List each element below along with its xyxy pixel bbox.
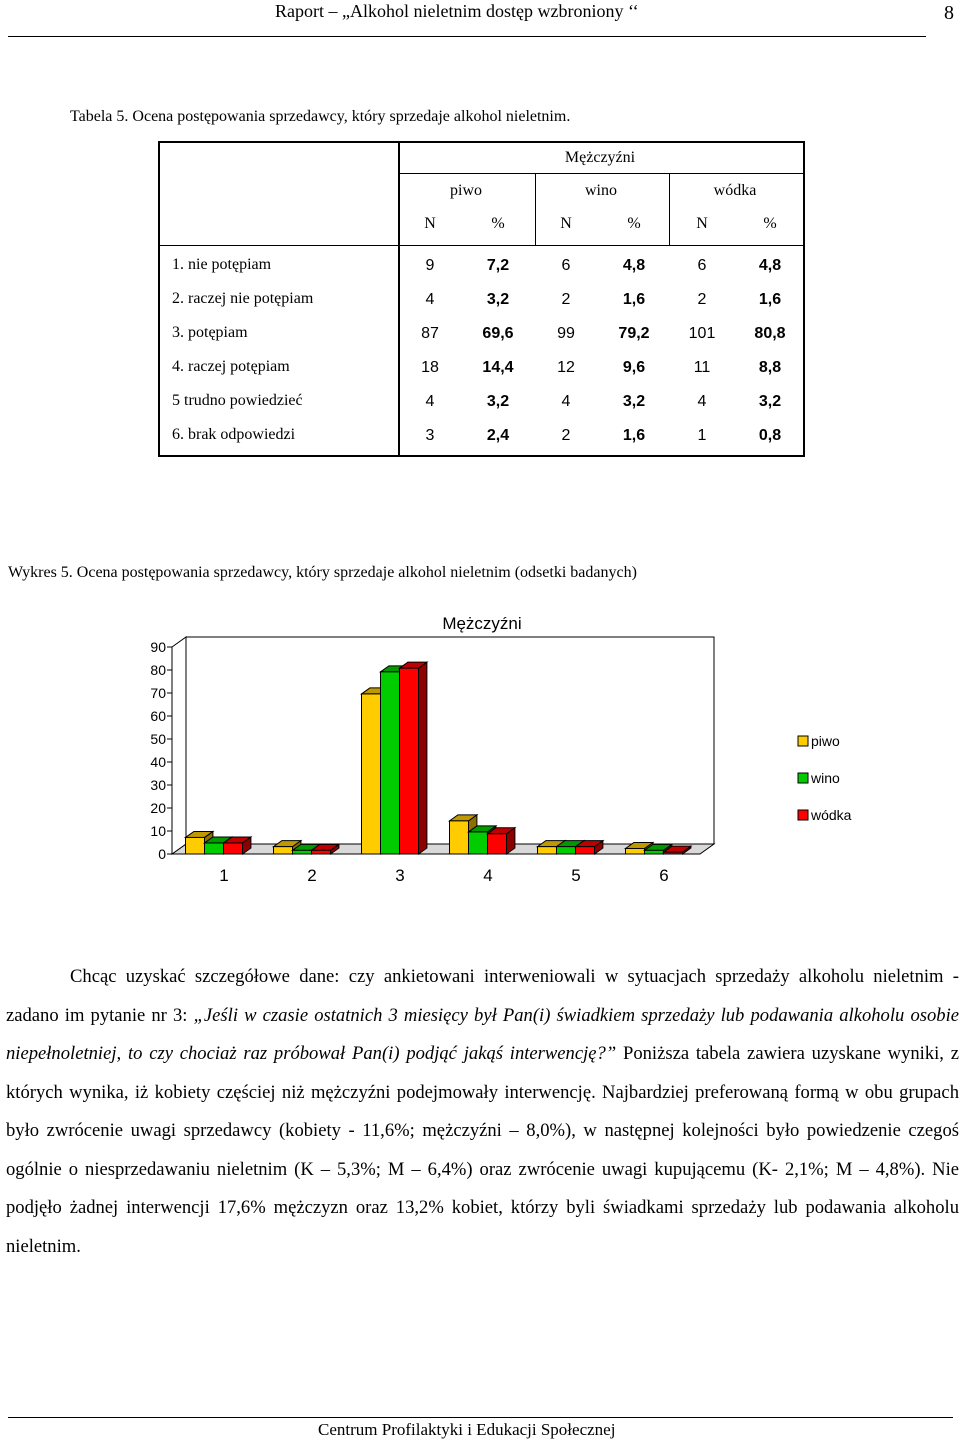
legend-swatch-wino bbox=[798, 773, 808, 783]
table-cell-count: 101 bbox=[688, 325, 716, 342]
body-text-intro: Chcąc uzyskać szczegółowe dane: czy ankietowani interweniowali w sytuacjach sprzedaży alkoholu nieletnim - zadano im pytanie nr 3: bbox=[6, 966, 959, 1026]
table-cell-count: 2 bbox=[697, 291, 707, 308]
footer-rule bbox=[8, 1417, 953, 1418]
chart-y-ticks bbox=[150, 639, 172, 862]
body-paragraph bbox=[6, 958, 959, 1266]
header-title: Raport – „Alkohol nieletnim dostęp wzbroniony ‘‘ bbox=[275, 1, 639, 21]
bar-wino-5 bbox=[557, 847, 576, 854]
table-cell-count: 2 bbox=[561, 291, 571, 308]
chart-back-wall bbox=[186, 637, 714, 844]
survey-question: „Jeśli w czasie ostatnich 3 miesięcy był Pan(i) świadkiem sprzedaży lub podawania alkoholu osobie niepełnoletniej, to czy chociaż raz próbował Pan(i) podjąć jakąś interwencję?” bbox=[6, 1004, 959, 1064]
legend-swatch-wódka bbox=[798, 810, 808, 820]
y-tick-label: 80 bbox=[150, 662, 166, 678]
legend-label-wódka: wódka bbox=[811, 807, 852, 823]
table-cell-percent: 9,6 bbox=[622, 359, 646, 376]
table-cell-percent: 2,4 bbox=[486, 427, 510, 444]
table-cell-percent: 3,2 bbox=[486, 291, 510, 308]
table-cell-count: 9 bbox=[425, 257, 435, 274]
table-cell-count: 18 bbox=[421, 359, 439, 376]
bar-wódka-3 bbox=[400, 668, 419, 854]
table-cell-count: 11 bbox=[693, 359, 711, 376]
bar-wódka-4 bbox=[488, 834, 507, 854]
body-text-results: Poniższa tabela zawiera uzyskane wyniki, z których wynika, iż kobiety częściej niż mężczyźni podejmowały interwencję. Najbardziej preferowaną formą w obu grupach było zwrócenie uwagi sprzedawcy (kobiety - 11,6%; mężczyźni – 8,0%), w następnej kolejności było powiedzenie czegoś ogólnie o niesprzedawaniu nieletnim (K – 5,3%; M – 6,4%) oraz zwrócenie uwagi kupującemu (K- 2,1%; M – 4,8%). Nie podjęło żadnej interwencji 17,6% mężczyzn oraz 13,2% kobiet, którzy byli świadkami sprzedaży lub podawania alkoholu nieletnim. bbox=[6, 1043, 959, 1257]
y-tick-label: 40 bbox=[150, 754, 166, 770]
table-cell-percent: 79,2 bbox=[618, 325, 650, 342]
bar-wino-2 bbox=[293, 850, 312, 854]
x-tick-label: 2 bbox=[307, 866, 317, 885]
chart-plot-area bbox=[172, 637, 714, 854]
table-cell-percent: 1,6 bbox=[758, 291, 782, 308]
table-cell-percent: 1,6 bbox=[622, 427, 646, 444]
table-cell-count: 3 bbox=[425, 427, 435, 444]
sub-header: % bbox=[491, 215, 505, 232]
bar-piwo-6 bbox=[626, 848, 645, 854]
x-tick-label: 6 bbox=[659, 866, 669, 885]
table-cell-count: 2 bbox=[561, 427, 571, 444]
table-cell-percent: 14,4 bbox=[482, 359, 514, 376]
x-tick-label: 5 bbox=[571, 866, 581, 885]
bar-piwo-5 bbox=[538, 847, 557, 854]
bar-wódka-1 bbox=[224, 843, 243, 854]
y-tick-label: 90 bbox=[150, 639, 166, 655]
table-cell-count: 87 bbox=[421, 325, 439, 342]
group-header: Mężczyźni bbox=[564, 149, 636, 166]
bar-piwo-4 bbox=[450, 821, 469, 854]
table-divider bbox=[160, 245, 803, 246]
sub-header: N bbox=[696, 215, 708, 232]
sub-header: % bbox=[763, 215, 777, 232]
chart-caption: Wykres 5. Ocena postępowania sprzedawcy, który sprzedaje alkohol nieletnim (odsetki badanych) bbox=[8, 564, 637, 581]
bar-side bbox=[419, 662, 427, 854]
y-tick-label: 30 bbox=[150, 777, 166, 793]
bar-piwo-3 bbox=[362, 694, 381, 854]
table-cell-percent: 3,2 bbox=[486, 393, 510, 410]
table-cell-count: 12 bbox=[557, 359, 575, 376]
page-number: 8 bbox=[944, 2, 954, 24]
table-cell-count: 4 bbox=[697, 393, 707, 410]
bar-wino-4 bbox=[469, 832, 488, 854]
table-divider bbox=[535, 173, 536, 245]
row-label: 3. potępiam bbox=[172, 324, 248, 341]
bar-wino-3 bbox=[381, 672, 400, 854]
bar-chart bbox=[0, 600, 960, 900]
row-label: 1. nie potępiam bbox=[172, 256, 272, 273]
legend-swatch-piwo bbox=[798, 736, 808, 746]
y-tick-label: 10 bbox=[150, 823, 166, 839]
row-label: 6. brak odpowiedzi bbox=[172, 426, 296, 443]
legend-label-piwo: piwo bbox=[811, 733, 840, 749]
drink-header-piwo: piwo bbox=[450, 182, 482, 199]
table-cell-percent: 69,6 bbox=[482, 325, 514, 342]
footer-text: Centrum Profilaktyki i Edukacji Społecznej bbox=[318, 1420, 616, 1439]
legend-label-wino: wino bbox=[811, 770, 840, 786]
bar-piwo-2 bbox=[274, 847, 293, 854]
table-divider bbox=[669, 173, 670, 245]
chart-side-wall bbox=[172, 637, 186, 854]
y-tick-label: 0 bbox=[158, 846, 166, 862]
table-divider bbox=[398, 143, 400, 455]
bar-wino-6 bbox=[645, 850, 664, 854]
table-cell-percent: 1,6 bbox=[622, 291, 646, 308]
bar-wódka-6 bbox=[664, 852, 683, 854]
table-cell-percent: 3,2 bbox=[622, 393, 646, 410]
y-tick-label: 60 bbox=[150, 708, 166, 724]
data-table bbox=[158, 141, 805, 457]
table-cell-percent: 0,8 bbox=[758, 427, 782, 444]
table-divider bbox=[398, 173, 803, 174]
row-label: 2. raczej nie potępiam bbox=[172, 290, 314, 307]
row-label: 5 trudno powiedzieć bbox=[172, 392, 303, 409]
table-cell-percent: 80,8 bbox=[754, 325, 786, 342]
y-tick-label: 50 bbox=[150, 731, 166, 747]
sub-header: N bbox=[560, 215, 572, 232]
y-tick-label: 70 bbox=[150, 685, 166, 701]
table-cell-count: 1 bbox=[697, 427, 707, 444]
bar-wódka-2 bbox=[312, 850, 331, 854]
chart-title: Mężczyźni bbox=[442, 614, 522, 633]
sub-header: % bbox=[627, 215, 641, 232]
table-cell-percent: 4,8 bbox=[758, 257, 782, 274]
bar-wódka-5 bbox=[576, 847, 595, 854]
drink-header-wino: wino bbox=[585, 182, 617, 199]
table-cell-percent: 7,2 bbox=[486, 257, 510, 274]
header-rule bbox=[8, 36, 926, 37]
chart-x-labels bbox=[219, 866, 668, 885]
bar-wino-1 bbox=[205, 843, 224, 854]
bar-piwo-1 bbox=[186, 837, 205, 854]
table-cell-percent: 4,8 bbox=[622, 257, 646, 274]
x-tick-label: 1 bbox=[219, 866, 229, 885]
y-tick-label: 20 bbox=[150, 800, 166, 816]
sub-header: N bbox=[424, 215, 436, 232]
drink-header-wodka: wódka bbox=[713, 182, 757, 199]
table-caption: Tabela 5. Ocena postępowania sprzedawcy, który sprzedaje alkohol nieletnim. bbox=[70, 108, 571, 125]
table-cell-count: 99 bbox=[557, 325, 575, 342]
x-tick-label: 4 bbox=[483, 866, 493, 885]
row-label: 4. raczej potępiam bbox=[172, 358, 290, 375]
table-cell-percent: 3,2 bbox=[758, 393, 782, 410]
table-cell-count: 4 bbox=[425, 393, 435, 410]
table-cell-count: 6 bbox=[697, 257, 707, 274]
table-cell-count: 4 bbox=[561, 393, 571, 410]
table-cell-percent: 8,8 bbox=[758, 359, 782, 376]
chart-legend bbox=[798, 733, 852, 823]
x-tick-label: 3 bbox=[395, 866, 405, 885]
table-cell-count: 6 bbox=[561, 257, 571, 274]
table-cell-count: 4 bbox=[425, 291, 435, 308]
